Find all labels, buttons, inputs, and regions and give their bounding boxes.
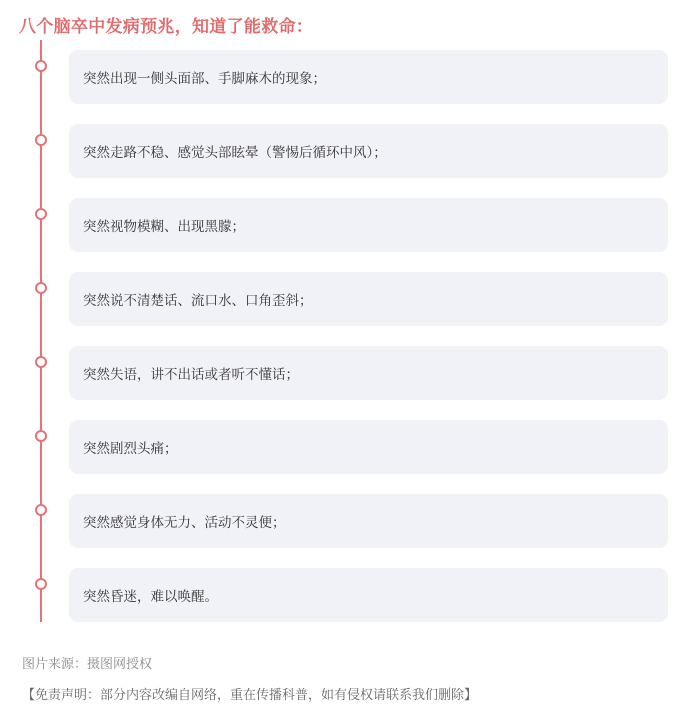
timeline-step [0,568,681,622]
timeline-step [0,50,681,104]
symptom-card [69,568,668,622]
symptom-card [69,50,668,104]
timeline-step [0,272,681,326]
timeline-dot-icon [35,282,47,294]
timeline-dot-icon [35,208,47,220]
image-source-note: 图片来源：摄图网授权 [22,657,153,672]
symptom-card [69,272,668,326]
symptom-text: 突然感觉身体无力、活动不灵便； [83,515,286,531]
timeline-step [0,494,681,548]
timeline-dot-icon [35,578,47,590]
symptom-text: 突然说不清楚话、流口水、口角歪斜； [83,293,313,309]
timeline-dot-icon [35,356,47,368]
symptom-card [69,494,668,548]
symptom-card [69,124,668,178]
disclaimer-note: 【免责声明：部分内容改编自网络，重在传播科普，如有侵权请联系我们删除】 [22,688,478,703]
timeline-step [0,124,681,178]
symptom-text: 突然失语，讲不出话或者听不懂话； [83,367,299,383]
timeline-dot-icon [35,134,47,146]
symptom-text: 突然视物模糊、出现黑朦； [83,219,245,235]
timeline-dot-icon [35,504,47,516]
symptom-card [69,198,668,252]
symptom-card [69,420,668,474]
symptom-card [69,346,668,400]
timeline-step [0,346,681,400]
timeline-dot-icon [35,60,47,72]
symptom-text: 突然出现一侧头面部、手脚麻木的现象； [83,71,326,87]
timeline-step [0,420,681,474]
article-heading: 八个脑卒中发病预兆，知道了能救命： [19,17,314,37]
timeline-dot-icon [35,430,47,442]
symptom-text: 突然剧烈头痛； [83,441,178,457]
symptom-text: 突然昏迷，难以唤醒。 [83,589,218,605]
symptom-text: 突然走路不稳、感觉头部眩晕（警惕后循环中风）； [83,145,387,161]
timeline-step [0,198,681,252]
